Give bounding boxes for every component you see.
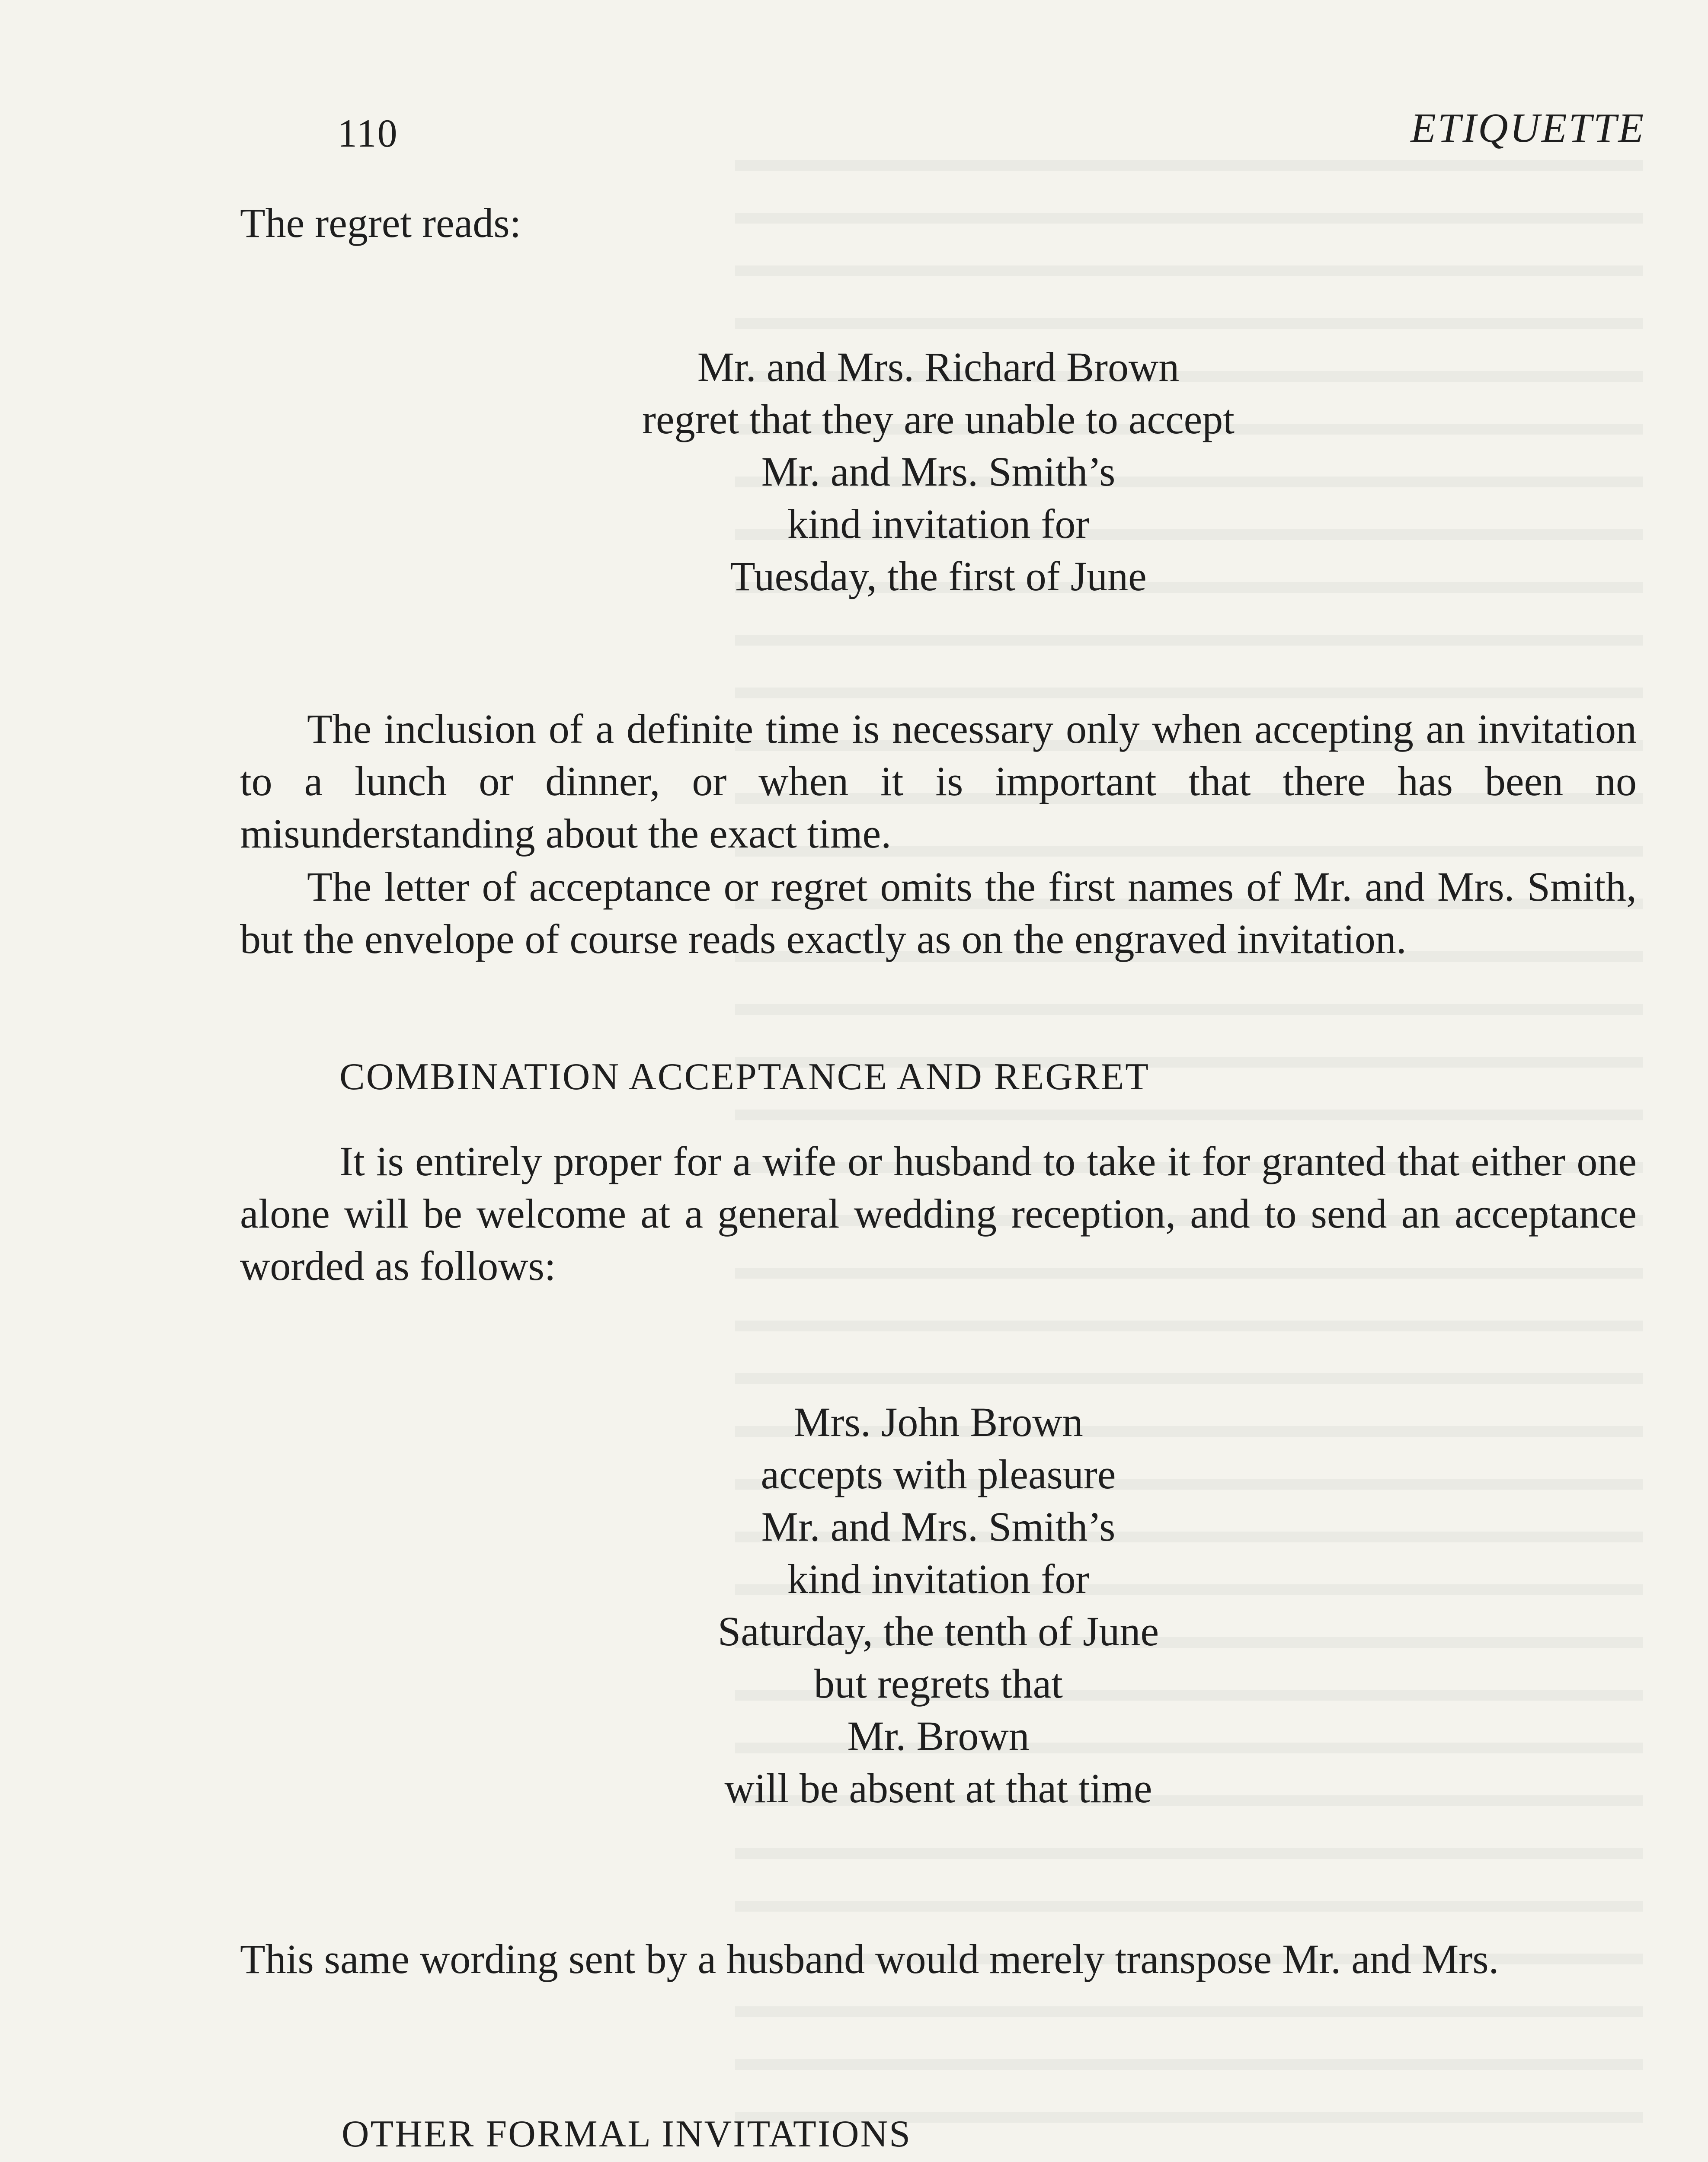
- acceptance-line: Mr. and Mrs. Smith’s: [761, 1503, 1116, 1550]
- acceptance-line: will be absent at that time: [724, 1765, 1152, 1811]
- regret-line: Tuesday, the first of June: [730, 553, 1147, 599]
- heading-other: OTHER FORMAL INVITATIONS: [342, 2113, 912, 2155]
- running-head: ETIQUETTE: [1411, 105, 1645, 151]
- acceptance-line: Mrs. John Brown: [793, 1399, 1083, 1445]
- paragraph-inclusion: The inclusion of a definite time is necessary only when accepting an invitation to a lunch or dinner, or when it is important that there has been no misunderstanding about the exact time.: [240, 706, 1637, 857]
- paragraph-same-wording: This same wording sent by a husband would merely transpose Mr. and Mrs.: [240, 1936, 1499, 1982]
- regret-line: kind invitation for: [787, 501, 1090, 547]
- regret-line: Mr. and Mrs. Smith’s: [761, 448, 1116, 495]
- paragraph-entirely: It is entirely proper for a wife or husband to take it for granted that either one alone will be welcome at a general wedding reception, and to send an acceptance worded as follows:: [240, 1138, 1637, 1289]
- acceptance-line: Mr. Brown: [847, 1713, 1030, 1759]
- regret-line: regret that they are unable to accept: [642, 396, 1235, 442]
- heading-combination: COMBINATION ACCEPTANCE AND REGRET: [339, 1056, 1150, 1098]
- acceptance-line: Saturday, the tenth of June: [717, 1608, 1159, 1654]
- acceptance-line: accepts with pleasure: [761, 1451, 1116, 1497]
- acceptance-block: [240, 1396, 1637, 1814]
- page-number: 110: [337, 111, 398, 155]
- regret-line: Mr. and Mrs. Richard Brown: [697, 344, 1180, 390]
- acceptance-line: kind invitation for: [787, 1556, 1090, 1602]
- regret-block: [240, 341, 1637, 602]
- paragraph-regret-intro: The regret reads:: [240, 200, 521, 246]
- page-header: [240, 105, 1645, 171]
- paragraph-letter: The letter of acceptance or regret omits the first names of Mr. and Mrs. Smith, but the envelope of course reads exactly as on the engraved invitation.: [240, 864, 1637, 962]
- acceptance-line: but regrets that: [814, 1660, 1063, 1707]
